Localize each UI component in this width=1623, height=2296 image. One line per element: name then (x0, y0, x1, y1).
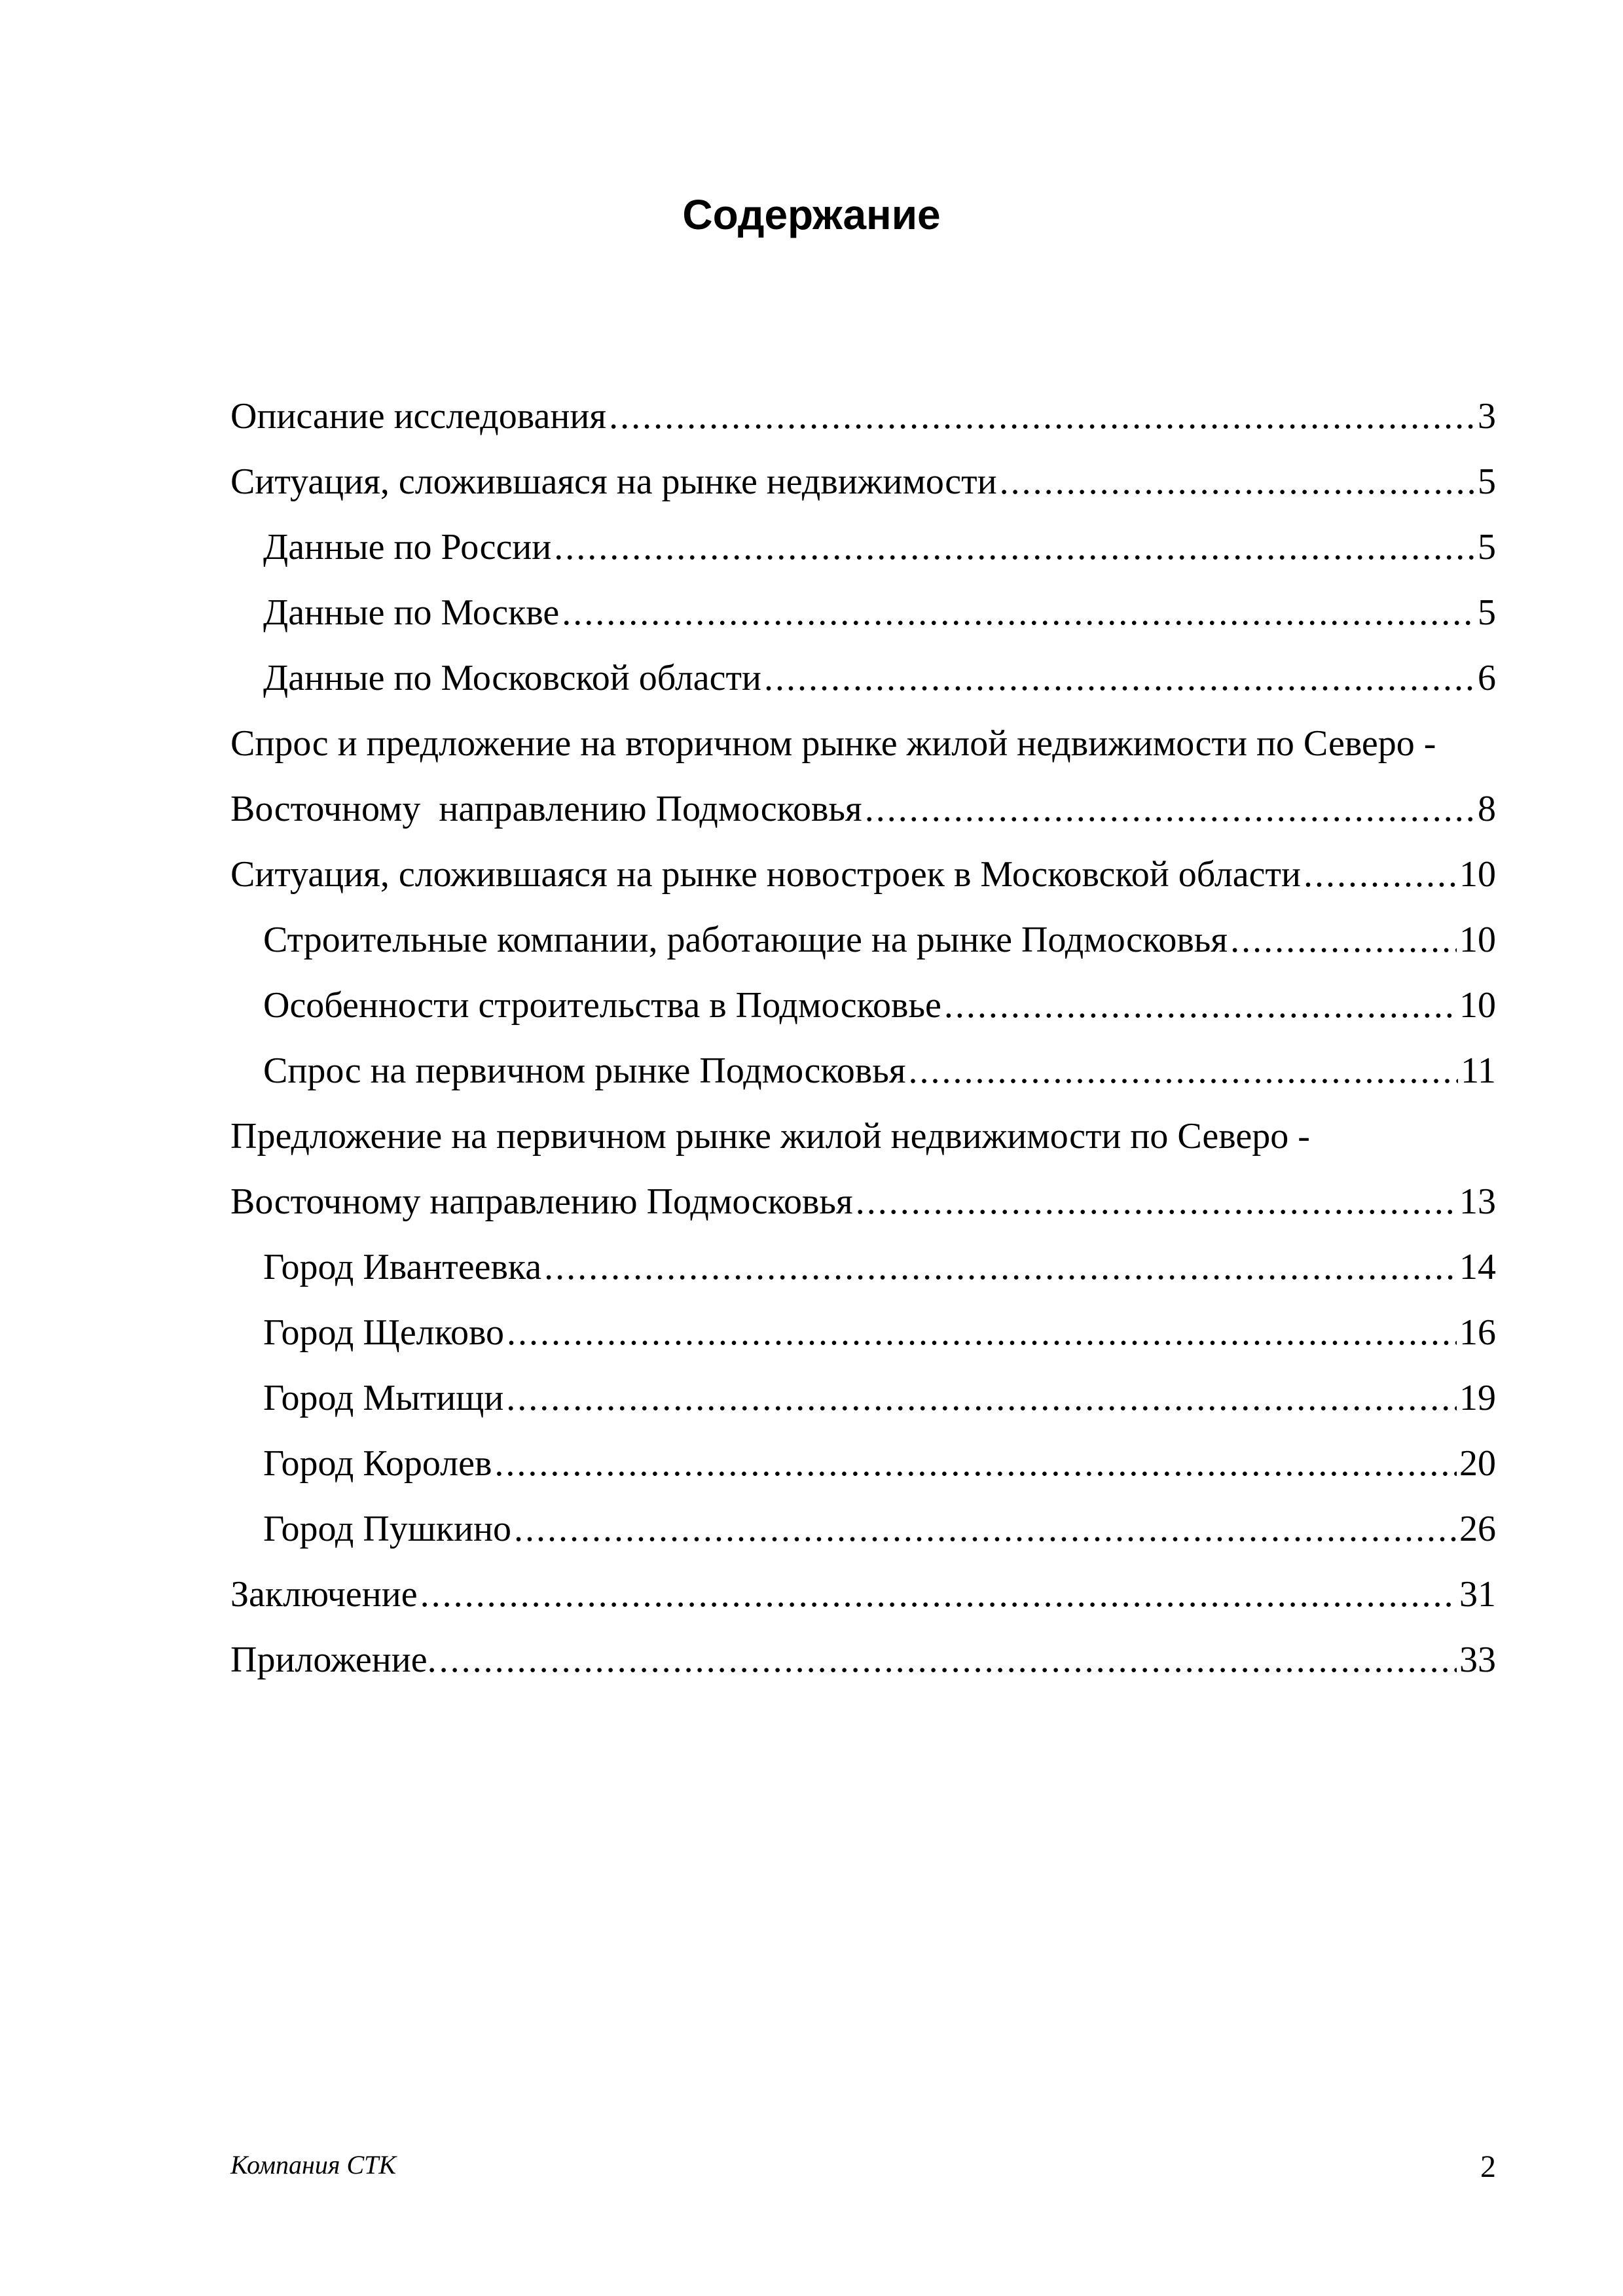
toc-dot-leader (944, 982, 1457, 1029)
toc-entry-page: 10 (1459, 920, 1496, 960)
toc-entry-title: Описание исследования (230, 396, 607, 437)
toc-dot-leader (865, 785, 1475, 833)
toc-dot-leader (856, 1178, 1457, 1225)
toc-entry-title: Строительные компании, работающие на рынке Подмосковья (263, 920, 1228, 960)
page-title: Содержание (682, 191, 941, 238)
toc-entry[interactable] (263, 1309, 1496, 1356)
toc-entry[interactable] (263, 1374, 1496, 1422)
toc-dot-leader (507, 1309, 1457, 1356)
toc-entry-title: Восточному направлению Подмосковья (230, 1181, 853, 1222)
toc-entry-page: 33 (1459, 1640, 1496, 1680)
toc-entry-title: Город Пушкино (263, 1509, 512, 1549)
toc-entry[interactable] (263, 1244, 1496, 1291)
toc-entry-page: 8 (1478, 789, 1496, 829)
toc-dot-leader (1230, 916, 1457, 963)
toc-entry-page: 13 (1459, 1181, 1496, 1222)
toc-entry-page: 16 (1459, 1312, 1496, 1353)
toc-dot-leader (1304, 851, 1457, 898)
toc-entry[interactable] (230, 1571, 1496, 1618)
toc-entry-title: Приложение. (230, 1640, 437, 1680)
toc-dot-leader (514, 1505, 1457, 1552)
toc-entry-title: Ситуация, сложившаяся на рынке новостроек в Московской области (230, 854, 1301, 895)
footer-company: Компания СТК (230, 2150, 396, 2179)
toc-entry-page: 31 (1459, 1574, 1496, 1615)
toc-entry-title[interactable]: Спрос и предложение на вторичном рынке жилой недвижимости по Северо - (230, 723, 1436, 764)
toc-dot-leader (764, 655, 1475, 702)
toc-entry[interactable] (263, 655, 1496, 702)
toc-entry-page: 10 (1459, 985, 1496, 1026)
toc-entry[interactable] (263, 916, 1496, 963)
toc-entry-page: 26 (1459, 1509, 1496, 1549)
toc-dot-leader (544, 1244, 1457, 1291)
toc-entry[interactable] (230, 851, 1496, 898)
toc-entry[interactable] (230, 1636, 1496, 1683)
toc-entry-page: 10 (1459, 854, 1496, 895)
toc-entry-title: Восточному направлению Подмосковья (230, 789, 862, 829)
toc-entry[interactable] (263, 524, 1496, 571)
toc-dot-leader (420, 1571, 1457, 1618)
toc-entry[interactable] (263, 1505, 1496, 1552)
toc-entry-page: 5 (1478, 592, 1496, 633)
toc-entry-title: Город Королев (263, 1443, 492, 1484)
toc-entry-title: Спрос на первичном рынке Подмосковья (263, 1050, 906, 1091)
toc-entry-page: 19 (1459, 1378, 1496, 1418)
toc-entry-title: Ситуация, сложившаяся на рынке недвижимости (230, 461, 997, 502)
toc-entry[interactable] (263, 982, 1496, 1029)
toc-entry[interactable] (230, 1178, 1496, 1225)
toc-entry-title: Город Щелково (263, 1312, 505, 1353)
toc-dot-leader (554, 524, 1475, 571)
toc-dot-leader (562, 589, 1475, 636)
toc-entry-page: 11 (1461, 1050, 1496, 1091)
toc-entry-title: Заключение (230, 1574, 418, 1615)
toc-entry[interactable] (230, 393, 1496, 440)
toc-entry-title: Особенности строительства в Подмосковье (263, 985, 941, 1026)
toc-entry-page: 5 (1478, 461, 1496, 502)
toc-entry-page: 14 (1459, 1247, 1496, 1287)
toc-entry-page: 5 (1478, 527, 1496, 567)
toc-entry-title: Данные по России (263, 527, 552, 567)
toc-dot-leader (506, 1374, 1457, 1422)
toc-entry-page: 6 (1478, 658, 1496, 698)
toc-dot-leader (439, 1636, 1457, 1683)
toc-entry[interactable] (230, 458, 1496, 505)
toc-entry-title: Город Мытищи (263, 1378, 504, 1418)
toc-entry[interactable] (230, 785, 1496, 833)
toc-dot-leader (609, 393, 1475, 440)
toc-entry-title: Данные по Московской области (263, 658, 761, 698)
footer-page-number: 2 (1480, 2149, 1496, 2184)
toc-entry[interactable] (263, 589, 1496, 636)
toc-entry-page: 20 (1459, 1443, 1496, 1484)
toc-entry[interactable] (263, 1047, 1496, 1094)
toc-entry-title: Город Ивантеевка (263, 1247, 542, 1287)
toc-entry-title: Данные по Москве (263, 592, 560, 633)
toc-entry[interactable] (263, 1440, 1496, 1487)
toc-entry-page: 3 (1478, 396, 1496, 437)
toc-dot-leader (909, 1047, 1459, 1094)
toc-entry-title[interactable]: Предложение на первичном рынке жилой недвижимости по Северо - (230, 1116, 1310, 1157)
toc-dot-leader (1000, 458, 1475, 505)
toc-dot-leader (494, 1440, 1457, 1487)
